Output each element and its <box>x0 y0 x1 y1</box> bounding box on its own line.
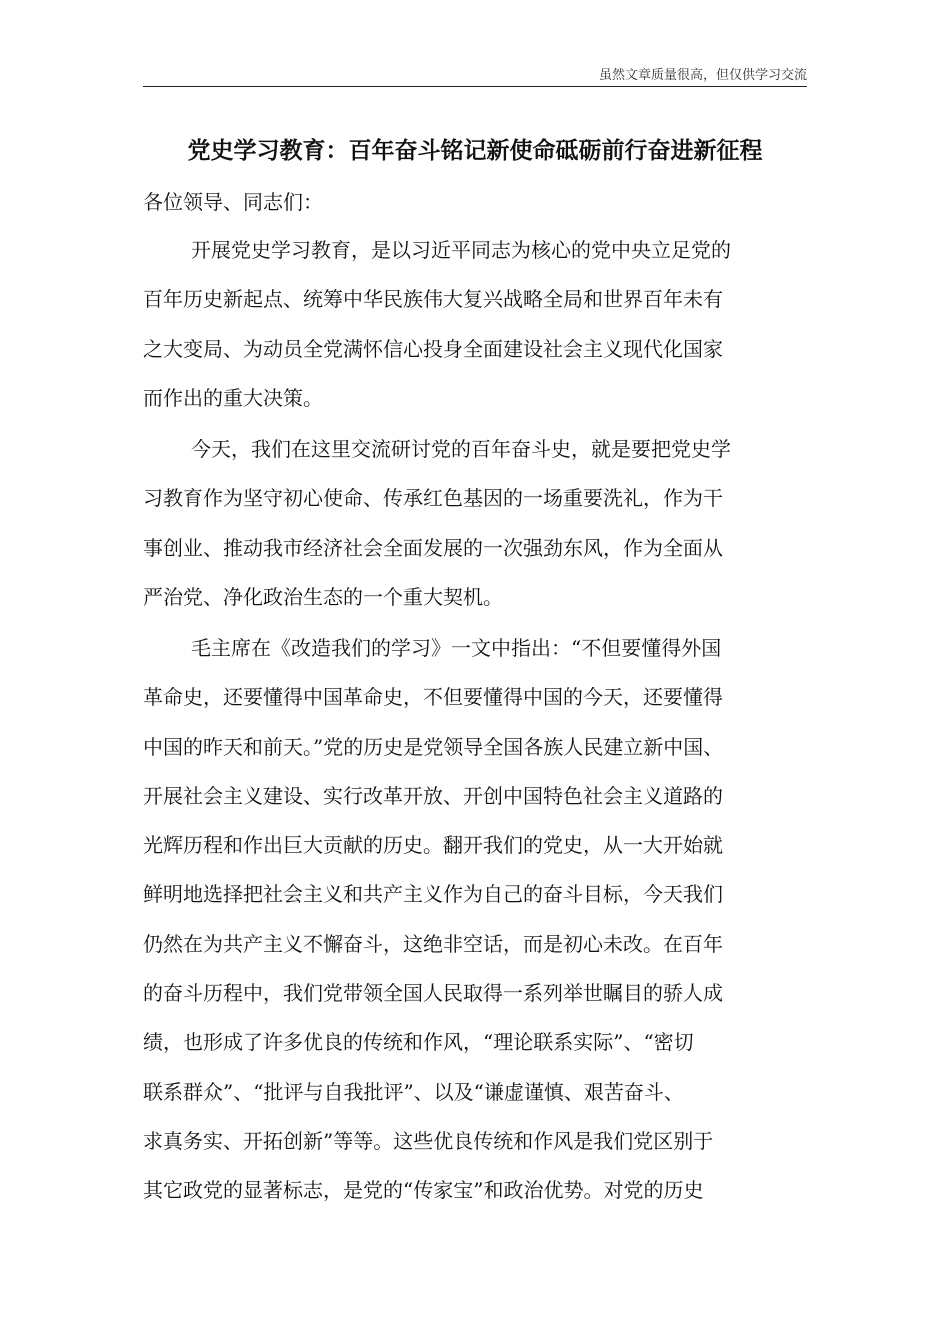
paragraph-line: 之大变局、为动员全党满怀信心投身全面建设社会主义现代化国家 <box>143 336 723 361</box>
paragraph-line: 鲜明地选择把社会主义和共产主义作为自己的奋斗目标，今天我们 <box>143 882 723 907</box>
paragraph-line: 毛主席在《改造我们的学习》一文中指出：“不但要懂得外国 <box>191 636 722 660</box>
paragraph-line: 仍然在为共产主义不懈奋斗，这绝非空话，而是初心未改。在百年 <box>143 931 723 956</box>
paragraph-1 <box>143 226 807 423</box>
header-note: 虽然文章质量很高，但仅供学习交流 <box>598 68 807 83</box>
paragraph-line: 习教育作为坚守初心使命、传承红色基因的一场重要洗礼，作为干 <box>143 486 723 511</box>
paragraph-line: 开展社会主义建设、实行改革开放、开创中国特色社会主义道路的 <box>143 783 723 808</box>
paragraph-line: 而作出的重大决策。 <box>143 385 323 410</box>
document-title: 党史学习教育：百年奋斗铭记新使命砥砺前行奋进新征程 <box>187 138 763 164</box>
paragraph-line: 百年历史新起点、统筹中华民族伟大复兴战略全局和世界百年未有 <box>143 287 723 312</box>
salutation: 各位领导、同志们： <box>143 190 323 214</box>
paragraph-line: 开展党史学习教育，是以习近平同志为核心的党中央立足党的 <box>191 238 731 262</box>
paragraph-line: 事创业、推动我市经济社会全面发展的一次强劲东风，作为全面从 <box>143 535 723 560</box>
paragraph-line: 绩，也形成了许多优良的传统和作风，“理论联系实际”、“密切 <box>143 1030 694 1055</box>
paragraph-line: 今天，我们在这里交流研讨党的百年奋斗史，就是要把党史学 <box>191 437 731 461</box>
paragraph-line: 联系群众”、“批评与自我批评”、以及“谦虚谨慎、艰苦奋斗、 <box>143 1079 684 1104</box>
paragraph-line: 其它政党的显著标志，是党的“传家宝”和政治优势。对党的历史 <box>143 1178 704 1203</box>
paragraph-line: 光辉历程和作出巨大贡献的历史。翻开我们的党史，从一大开始就 <box>143 833 723 858</box>
paragraph-line: 的奋斗历程中，我们党带领全国人民取得一系列举世瞩目的骄人成 <box>143 981 723 1006</box>
header-divider <box>143 86 807 87</box>
paragraph-line: 中国的昨天和前天。”党的历史是党领导全国各族人民建立新中国、 <box>143 734 724 759</box>
paragraph-line: 严治党、净化政治生态的一个重大契机。 <box>143 584 503 609</box>
paragraph-line: 求真务实、开拓创新”等等。这些优良传统和作风是我们党区别于 <box>143 1128 714 1153</box>
paragraph-line: 革命史，还要懂得中国革命史，不但要懂得中国的今天，还要懂得 <box>143 685 723 710</box>
paragraph-2 <box>143 425 807 622</box>
paragraph-3 <box>143 624 807 1216</box>
